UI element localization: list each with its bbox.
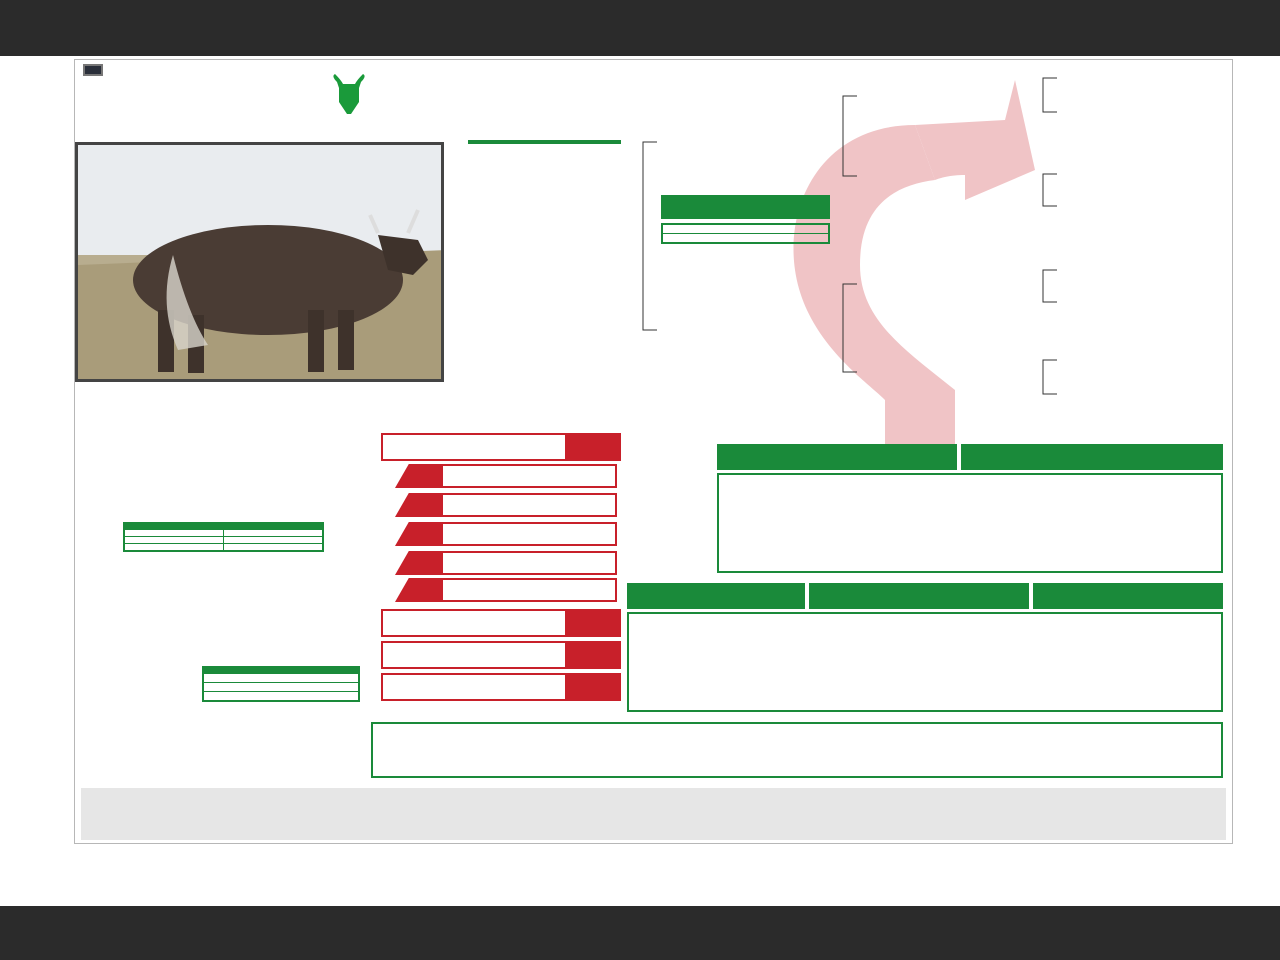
sub-value-score: [395, 493, 441, 517]
myostatin-label: [203, 673, 281, 683]
myostatin-label: [203, 692, 281, 702]
calf-value: [224, 529, 324, 537]
ebv-bottom-grid: [371, 722, 1223, 778]
sub-value-label: [441, 551, 617, 575]
animal-info-table: [468, 140, 621, 144]
myostatin-label: [203, 683, 281, 692]
calf-value: [224, 537, 324, 544]
myostatin-value: [281, 692, 359, 702]
last-calf-table: [123, 528, 324, 552]
vrugbaarheid-header: [961, 444, 1223, 470]
calf-value: [224, 544, 324, 552]
sub-value-label: [441, 493, 617, 517]
calf-label: [124, 529, 224, 537]
sub-value: [395, 493, 617, 517]
ebv-top-grid: [717, 473, 1223, 573]
sub-value-label: [441, 464, 617, 488]
seller-remarks: [81, 788, 1226, 840]
myostatin-table: [202, 672, 360, 702]
sub-value-score: [395, 578, 441, 602]
pedigree-lines: [635, 60, 1235, 440]
cow-photo: [75, 142, 444, 382]
sub-value: [395, 464, 617, 488]
sub-value: [395, 551, 617, 575]
sub-value-label: [441, 522, 617, 546]
cow-image: [78, 145, 444, 382]
sub-value-score: [395, 464, 441, 488]
calf-label: [124, 537, 224, 544]
myostatin-value: [281, 673, 359, 683]
pedigree-dam: [653, 308, 833, 313]
koeiwaarde-value: [565, 435, 619, 459]
qr-code-icon[interactable]: [83, 666, 195, 778]
groei-waarde-value: [565, 611, 619, 635]
karkas-waarde-box: [381, 641, 621, 669]
catalogue-page: [0, 56, 1280, 906]
last-calf-panel: [123, 522, 324, 552]
sub-value-score: [395, 551, 441, 575]
kalf-en-moeder-header: [717, 444, 957, 470]
produksie-waarde-value: [565, 675, 619, 699]
ebv-mid-grid: [627, 612, 1223, 712]
sub-value-score: [395, 522, 441, 546]
koeiwaarde-box: [381, 433, 621, 461]
raam-header: [809, 583, 1029, 609]
lot-label: [83, 64, 103, 76]
produksie-waarde-box: [381, 673, 621, 701]
karkas-header: [1033, 583, 1223, 609]
karkas-waarde-value: [565, 643, 619, 667]
sub-value-label: [441, 578, 617, 602]
lot-card: [74, 59, 1233, 844]
logix-logo: [645, 440, 705, 580]
groei-waarde-box: [381, 609, 621, 637]
myostatin-panel: [202, 666, 360, 702]
na-speen-groei-header: [627, 583, 805, 609]
myostatin-value: [281, 683, 359, 692]
sub-value: [395, 578, 617, 602]
bull-logo-icon: [329, 74, 369, 116]
sub-value: [395, 522, 617, 546]
nguni-logo: [319, 74, 379, 134]
calf-label: [124, 544, 224, 552]
